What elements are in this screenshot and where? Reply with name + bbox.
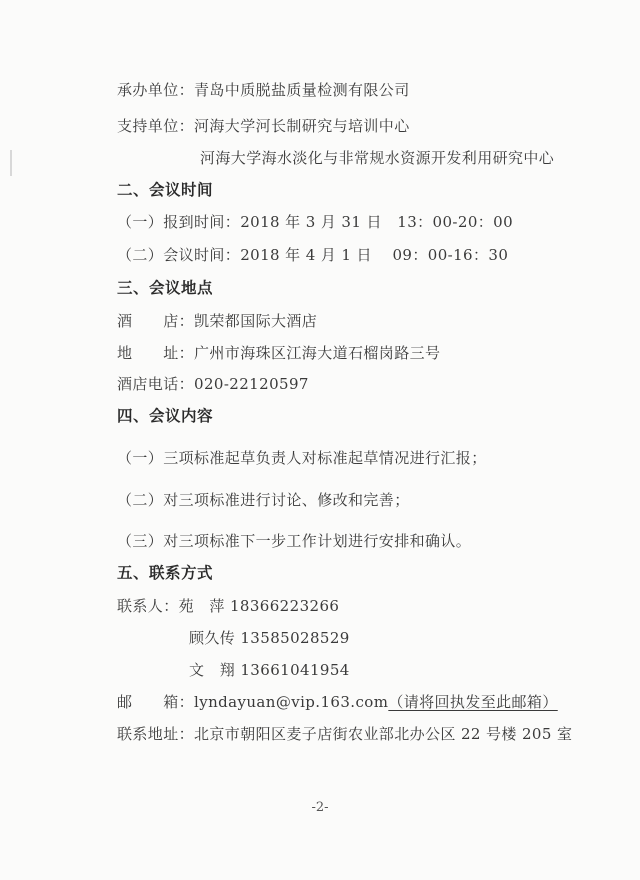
contact-person-1: 联系人：苑 萍 18366223266 [117,597,340,615]
content-item-3: （三）对三项标准下一步工作计划进行安排和确认。 [117,532,472,550]
contact-person-3: 文 翔 13661041954 [189,661,350,679]
contact-person-2: 顾久传 13585028529 [189,629,350,647]
support-line-2: 河海大学海水淡化与非常规水资源开发利用研究中心 [200,149,555,167]
organizer-line: 承办单位：青岛中质脱盐质量检测有限公司 [117,81,410,99]
section-heading-time: 二、会议时间 [117,181,214,199]
support-line-1: 支持单位：河海大学河长制研究与培训中心 [117,117,410,135]
section-heading-content: 四、会议内容 [117,407,214,425]
content-item-2: （二）对三项标准进行讨论、修改和完善； [117,491,410,509]
scan-mark [10,150,12,176]
meeting-time: （二）会议时间：2018 年 4 月 1 日 09：00-16：30 [117,246,509,264]
address-line: 地 址：广州市海珠区江海大道石榴岗路三号 [117,344,441,362]
postal-address-line: 联系地址：北京市朝阳区麦子店街农业部北办公区 22 号楼 205 室 [117,725,573,743]
email-note: （请将回执发至此邮箱） [388,693,558,711]
page-number: -2- [311,800,329,815]
section-heading-contact: 五、联系方式 [117,564,214,582]
email-address-link[interactable]: lyndayuan@vip.163.com [194,693,389,711]
email-label: 邮 箱： [117,693,195,711]
content-item-1: （一）三项标准起草负责人对标准起草情况进行汇报； [117,449,487,467]
hotel-line: 酒 店：凯荣都国际大酒店 [117,312,318,330]
email-line [117,692,558,712]
hotel-phone-line: 酒店电话：020-22120597 [117,375,309,393]
check-in-time: （一）报到时间：2018 年 3 月 31 日 13：00-20：00 [117,213,514,231]
section-heading-venue: 三、会议地点 [117,279,214,297]
